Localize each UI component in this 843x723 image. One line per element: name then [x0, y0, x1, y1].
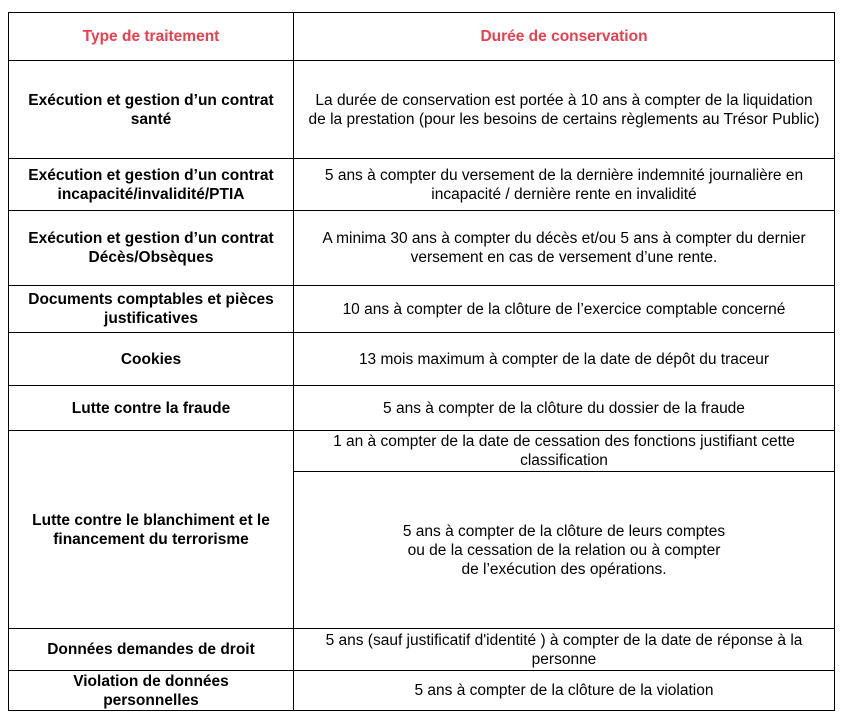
table-header-row: [9, 13, 835, 61]
retention-table: [8, 12, 835, 711]
table-row: [9, 159, 835, 211]
retention-duration-cell: 5 ans (sauf justificatif d'identité ) à compter de la date de réponse à la personne: [294, 629, 835, 671]
retention-duration-cell: 13 mois maximum à compter de la date de dépôt du traceur: [294, 333, 835, 386]
processing-type-cell: Documents comptables et pièces justificatives: [9, 286, 294, 333]
processing-type-cell: Violation de données personnelles: [9, 671, 294, 711]
processing-type-cell: Cookies: [9, 333, 294, 386]
processing-type-cell: Exécution et gestion d’un contrat Décès/Obsèques: [9, 211, 294, 286]
retention-duration-cell: 1 an à compter de la date de cessation des fonctions justifiant cette classification: [294, 431, 835, 472]
retention-duration-cell: 5 ans à compter de la clôture de la violation: [294, 671, 835, 711]
retention-duration-line: ou de la cessation de la relation ou à compter: [407, 541, 721, 559]
table-row: [9, 671, 835, 711]
retention-duration-cell: 5 ans à compter du versement de la dernière indemnité journalière en incapacité / dernière rente en invalidité: [294, 159, 835, 211]
table-row: [9, 286, 835, 333]
table-row: [9, 386, 835, 431]
column-header-duration: Durée de conservation: [294, 13, 835, 61]
column-header-type: Type de traitement: [9, 13, 294, 61]
processing-type-cell: Lutte contre le blanchiment et le financement du terrorisme: [9, 431, 294, 629]
table-row: [9, 61, 835, 159]
processing-type-cell: Lutte contre la fraude: [9, 386, 294, 431]
table-row: [9, 333, 835, 386]
processing-type-cell: Exécution et gestion d’un contrat incapacité/invalidité/PTIA: [9, 159, 294, 211]
retention-duration-cell: A minima 30 ans à compter du décès et/ou 5 ans à compter du dernier versement en cas de versement d’une rente.: [294, 211, 835, 286]
retention-duration-line: 5 ans à compter de la clôture de leurs comptes: [402, 522, 726, 540]
table-row: [9, 431, 835, 472]
table-row: [9, 211, 835, 286]
retention-duration-cell: [294, 472, 835, 629]
retention-duration-cell: La durée de conservation est portée à 10 ans à compter de la liquidation de la prestation (pour les besoins de certains règlements au Trésor Public): [294, 61, 835, 159]
retention-duration-cell: 5 ans à compter de la clôture du dossier de la fraude: [294, 386, 835, 431]
retention-duration-cell: 10 ans à compter de la clôture de l’exercice comptable concerné: [294, 286, 835, 333]
retention-duration-line: de l’exécution des opérations.: [461, 560, 667, 578]
table-row: [9, 629, 835, 671]
processing-type-cell: Données demandes de droit: [9, 629, 294, 671]
processing-type-cell: Exécution et gestion d’un contrat santé: [9, 61, 294, 159]
